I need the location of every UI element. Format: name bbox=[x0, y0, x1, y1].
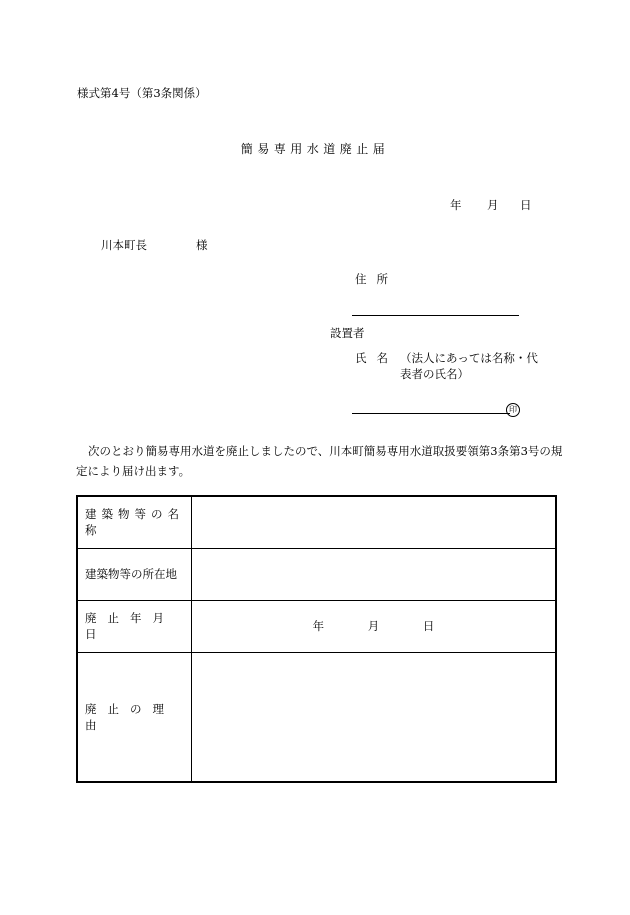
statement-text: 次のとおり簡易専用水道を廃止しましたので、川本町簡易専用水道取扱要領第3条第3号の規定により届け出ます。 bbox=[76, 444, 563, 478]
installer-label: 設置者 bbox=[330, 326, 365, 340]
document-title: 簡易専用水道廃止届 bbox=[240, 142, 390, 156]
abolition-reason-label bbox=[77, 652, 192, 782]
row-label: 建築物等の所在地 bbox=[85, 567, 177, 581]
abolition-date-field[interactable] bbox=[192, 600, 557, 652]
abolition-reason-field[interactable] bbox=[192, 652, 557, 782]
form-number: 様式第4号（第3条関係） bbox=[77, 86, 207, 100]
building-name-field[interactable] bbox=[192, 496, 557, 548]
name-label: 氏名 bbox=[355, 351, 398, 365]
row-label: 廃止年月日 bbox=[85, 611, 175, 641]
table-row bbox=[77, 548, 556, 600]
form-table bbox=[76, 495, 557, 783]
table-row bbox=[77, 600, 556, 652]
name-note: （法人にあっては名称・代表者の氏名） bbox=[400, 351, 538, 381]
table-row bbox=[77, 496, 556, 548]
date-day-label: 日 bbox=[520, 198, 532, 212]
row-label: 建築物等の名称 bbox=[85, 507, 184, 538]
address-input-line[interactable] bbox=[352, 315, 519, 316]
abolition-month-label: 月 bbox=[367, 619, 380, 633]
date-month-label: 月 bbox=[487, 198, 499, 212]
abolition-date-label bbox=[77, 600, 192, 652]
building-location-field[interactable] bbox=[192, 548, 557, 600]
address-label: 住所 bbox=[355, 272, 398, 286]
date-year-label: 年 bbox=[450, 198, 462, 212]
addressee-name: 川本町長 bbox=[101, 238, 147, 252]
seal-icon: 印 bbox=[506, 403, 520, 417]
table-row bbox=[77, 652, 556, 782]
abolition-day-label: 日 bbox=[422, 619, 435, 633]
addressee-honorific: 様 bbox=[196, 238, 208, 252]
name-input-line[interactable] bbox=[352, 413, 510, 414]
building-name-label bbox=[77, 496, 192, 548]
building-location-label bbox=[77, 548, 192, 600]
abolition-year-label: 年 bbox=[312, 619, 325, 633]
row-label: 廃止の理由 bbox=[85, 701, 175, 732]
